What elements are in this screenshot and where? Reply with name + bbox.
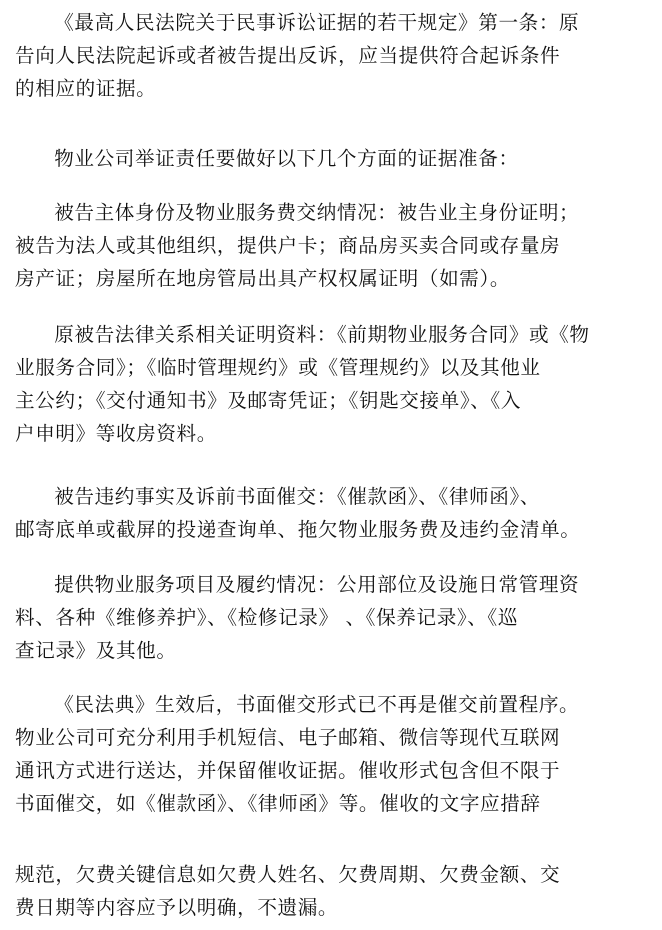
- paragraph-evidence-rule: [15, 6, 655, 105]
- paragraph-legal-relationship: [15, 318, 655, 450]
- text-line: 告向人民法院起诉或者被告提出反诉，应当提供符合起诉条件: [15, 44, 561, 67]
- text-line: 《民法典》生效后，书面催交形式已不再是催交前置程序。: [54, 693, 580, 716]
- text-line: 物业公司举证责任要做好以下几个方面的证据准备：: [54, 147, 519, 170]
- text-line: 被告违约事实及诉前书面催交：《催款函》、《律师函》、: [54, 485, 541, 508]
- text-line: 房产证；房屋所在地房管局出具产权权属证明（如需）。: [15, 267, 511, 290]
- text-line: 的相应的证据。: [15, 77, 157, 100]
- text-line: 户申明》等收房资料。: [15, 422, 217, 445]
- paragraph-civil-code: [15, 688, 655, 820]
- text-line: 规范，欠费关键信息如欠费人姓名、欠费周期、欠费金额、交: [15, 863, 561, 886]
- paragraph-collection-wording: [15, 858, 655, 924]
- text-line: 书面催交，如《催款函》、《律师函》等。催收的文字应措辞: [15, 792, 541, 815]
- text-line: 查记录》及其他。: [15, 639, 177, 662]
- text-line: 《最高人民法院关于民事诉讼证据的若干规定》第一条：原: [54, 11, 580, 34]
- text-line: 料、各种《维修养护》、《检修记录》 、《保养记录》、《巡: [15, 606, 519, 629]
- text-line: 提供物业服务项目及履约情况：公用部位及设施日常管理资: [54, 573, 580, 596]
- text-line: 费日期等内容应予以明确，不遗漏。: [15, 896, 339, 919]
- paragraph-defendant-identity: [15, 196, 655, 295]
- text-line: 被告为法人或其他组织，提供户卡；商品房买卖合同或存量房: [15, 234, 561, 257]
- text-line: 通讯方式进行送达，并保留催收证据。催收形式包含但不限于: [15, 759, 561, 782]
- paragraph-burden-intro: [15, 142, 655, 175]
- text-line: 业服务合同》；《临时管理规约》或《管理规约》以及其他业: [15, 356, 541, 379]
- text-line: 物业公司可充分利用手机短信、电子邮箱、微信等现代互联网: [15, 726, 561, 749]
- text-line: 主公约；《交付通知书》及邮寄凭证；《钥匙交接单》、《入: [15, 389, 522, 412]
- paragraph-service-performance: [15, 568, 655, 667]
- text-line: 被告主体身份及物业服务费交纳情况：被告业主身份证明；: [54, 201, 580, 224]
- text-line: 原被告法律关系相关证明资料：《前期物业服务合同》或《物: [54, 323, 590, 346]
- paragraph-breach-facts: [15, 480, 655, 546]
- text-line: 邮寄底单或截屏的投递查询单、拖欠物业服务费及违约金清单。: [15, 518, 581, 541]
